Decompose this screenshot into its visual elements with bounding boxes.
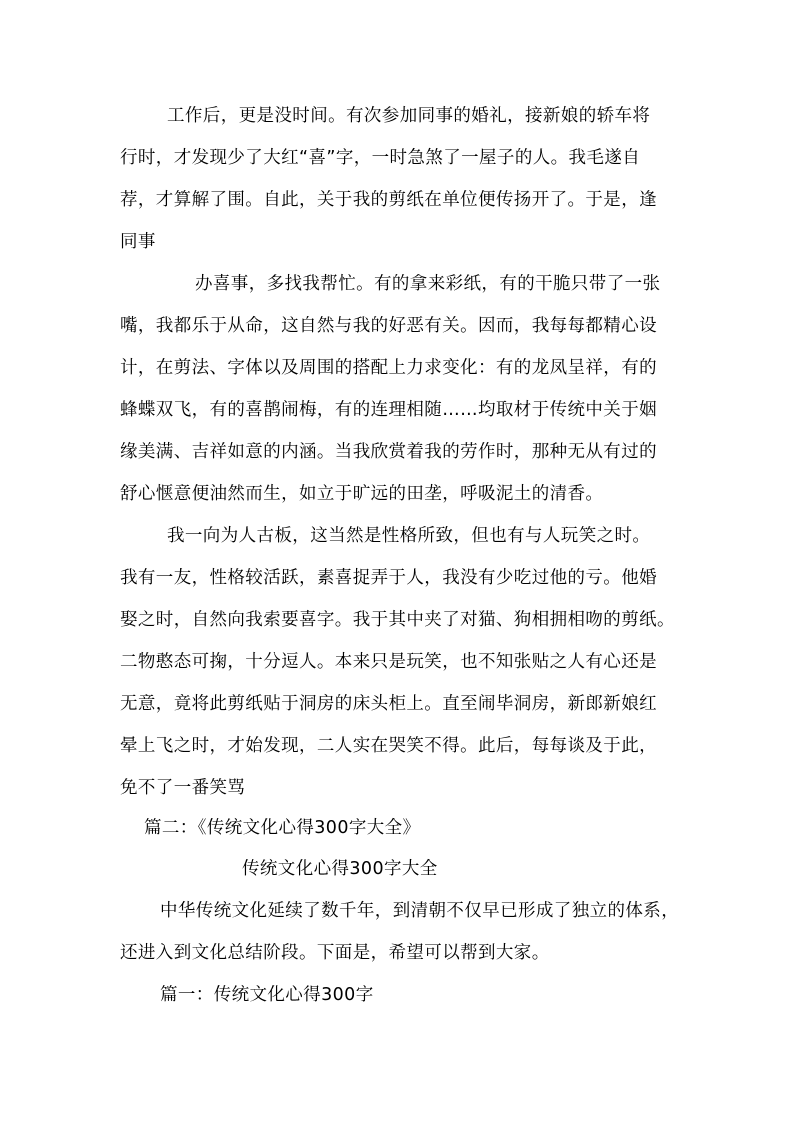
section-heading-part-1: 篇一：传统文化心得300字 bbox=[160, 985, 374, 1005]
paragraph-1-line-4: 同事 bbox=[120, 232, 156, 252]
paragraph-2-line-2: 嘴，我都乐于从命，这自然与我的好恶有关。因而，我每每都精心设 bbox=[120, 316, 657, 336]
paragraph-3-line-2: 我有一友，性格较活跃，素喜捉弄于人，我没有少吃过他的亏。他婚 bbox=[120, 568, 657, 588]
paragraph-4-line-2: 还进入到文化总结阶段。下面是，希望可以帮到大家。 bbox=[120, 943, 550, 963]
paragraph-3-line-5: 无意，竟将此剪纸贴于洞房的床头柜上。直至闹毕洞房，新郎新娘红 bbox=[120, 694, 657, 714]
paragraph-1-line-3: 荐，才算解了围。自此，关于我的剪纸在单位便传扬开了。于是，逢 bbox=[120, 190, 657, 210]
paragraph-3-line-7: 免不了一番笑骂 bbox=[120, 778, 246, 798]
paragraph-3-line-3: 娶之时，自然向我索要喜字。我于其中夹了对猫、狗相拥相吻的剪纸。 bbox=[120, 610, 675, 630]
paragraph-2-line-1: 办喜事，多找我帮忙。有的拿来彩纸，有的干脆只带了一张 bbox=[195, 274, 661, 294]
paragraph-4-line-1: 中华传统文化延续了数千年，到清朝不仅早已形成了独立的体系， bbox=[160, 901, 680, 921]
paragraph-2-line-3: 计，在剪法、字体以及周围的搭配上力求变化：有的龙凤呈祥，有的 bbox=[120, 358, 657, 378]
article-title: 传统文化心得300字大全 bbox=[242, 859, 438, 879]
paragraph-3-line-1: 我一向为人古板，这当然是性格所致，但也有与人玩笑之时。 bbox=[167, 526, 651, 546]
paragraph-1-line-2: 行时，才发现少了大红“喜”字，一时急煞了一屋子的人。我毛遂自 bbox=[120, 148, 641, 168]
paragraph-2-line-5: 缘美满、吉祥如意的内涵。当我欣赏着我的劳作时，那种无从有过的 bbox=[120, 442, 657, 462]
paragraph-2-line-6: 舒心惬意便油然而生，如立于旷远的田垄，呼吸泥土的清香。 bbox=[120, 484, 604, 504]
paragraph-3-line-4: 二物憨态可掬，十分逗人。本来只是玩笑，也不知张贴之人有心还是 bbox=[120, 652, 657, 672]
paragraph-3-line-6: 晕上飞之时，才始发现，二人实在哭笑不得。此后，每每谈及于此， bbox=[120, 736, 657, 756]
paragraph-2-line-4: 蜂蝶双飞，有的喜鹊闹梅，有的连理相随……均取材于传统中关于姻 bbox=[120, 400, 657, 420]
section-heading-part-2: 篇二：《传统文化心得300字大全》 bbox=[144, 818, 421, 838]
paragraph-1-line-1: 工作后，更是没时间。有次参加同事的婚礼，接新娘的轿车将 bbox=[167, 106, 651, 126]
